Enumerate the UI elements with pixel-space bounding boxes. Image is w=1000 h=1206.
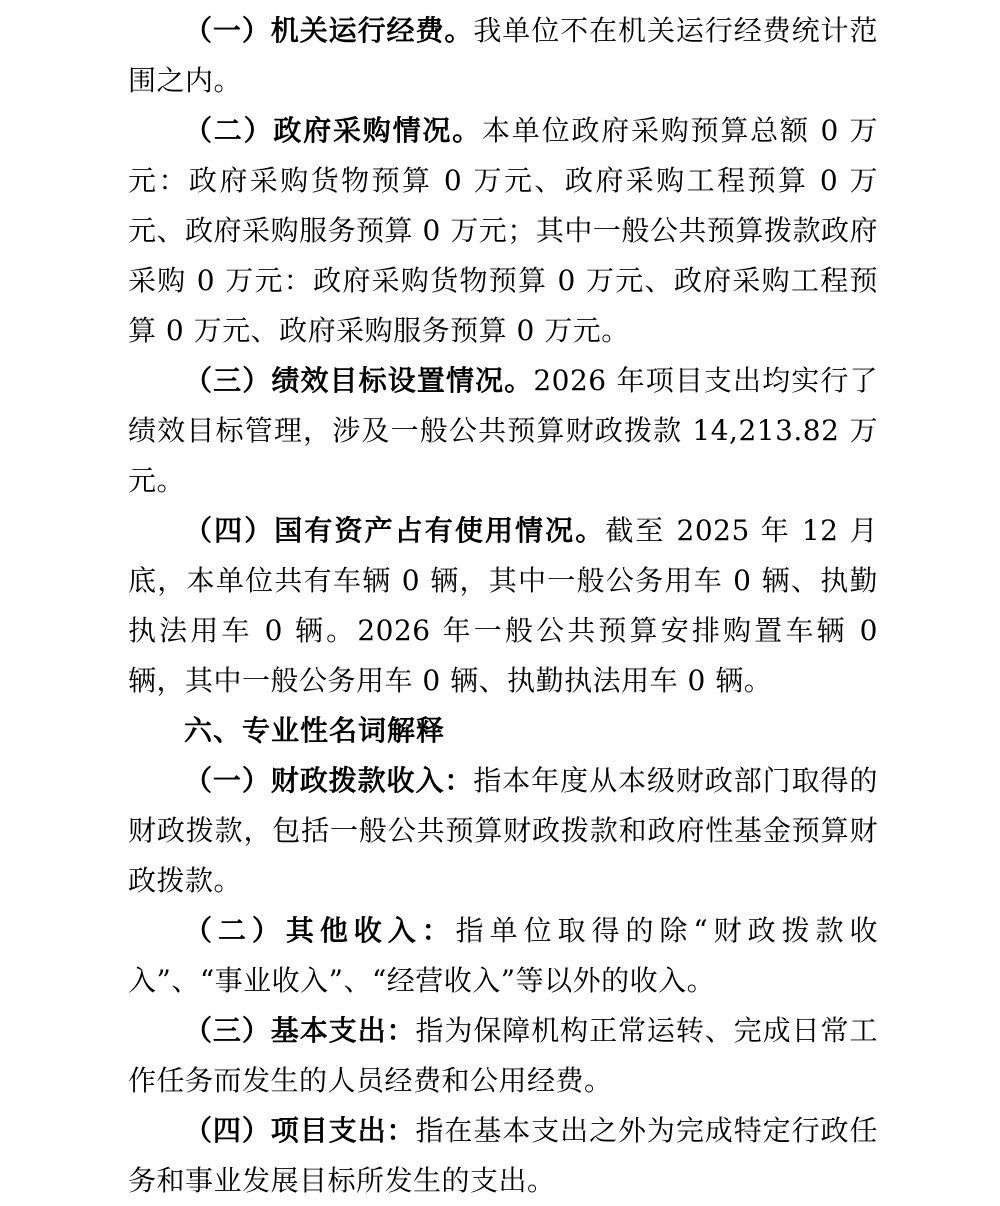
paragraph-lead: （四）项目支出：: [184, 1114, 416, 1147]
paragraph-text: 2026 年项目支出均实行了绩效目标管理，涉及一般公共预算财政拨款 14,213.82 万元。: [128, 364, 878, 497]
paragraph-text: 指单位取得的除“财政拨款收入”、“事业收入”、“经营收入”等以外的收入。: [128, 914, 878, 997]
paragraph-lead: （三）绩效目标设置情况。: [184, 364, 534, 397]
paragraph-text: 截至 2025 年 12 月底，本单位共有车辆 0 辆，其中一般公务用车 0 辆、执勤执法用车 0 辆。2026 年一般公共预算安排购置车辆 0 辆，其中一般公务用车 0 辆、执勤执法用车 0 辆。: [128, 514, 878, 697]
paragraph-lead: （一）财政拨款收入：: [184, 764, 474, 797]
paragraph-text: 指在基本支出之外为完成特定行政任务和事业发展目标所发生的支出。: [128, 1114, 878, 1197]
section-heading-text: 六、专业性名词解释: [184, 714, 446, 747]
paragraph-text: 我单位不在机关运行经费统计范围之内。: [128, 14, 878, 97]
paragraph: [128, 106, 878, 356]
paragraph: [128, 356, 878, 506]
paragraph-lead: （四）国有资产占有使用情况。: [184, 514, 606, 547]
paragraph: [128, 756, 878, 906]
paragraph-lead: （三）基本支出：: [184, 1014, 416, 1047]
paragraph: [128, 6, 878, 106]
paragraph-lead: （二）政府采购情况。: [184, 114, 482, 147]
paragraph: [128, 906, 878, 1006]
paragraph-lead: （一）机关运行经费。: [184, 14, 474, 47]
paragraph-lead: （二）其他收入：: [184, 914, 456, 947]
paragraph-text: 指为保障机构正常运转、完成日常工作任务而发生的人员经费和公用经费。: [128, 1014, 878, 1097]
document-body: [128, 6, 878, 1206]
paragraph-text: 本单位政府采购预算总额 0 万元：政府采购货物预算 0 万元、政府采购工程预算 0 万元、政府采购服务预算 0 万元；其中一般公共预算拨款政府采购 0 万元：政府采购货物预算 0 万元、政府采购工程预算 0 万元、政府采购服务预算 0 万元。: [128, 114, 878, 347]
paragraph: [128, 506, 878, 706]
section-heading: [128, 706, 878, 756]
paragraph-text: 指本年度从本级财政部门取得的财政拨款，包括一般公共预算财政拨款和政府性基金预算财政拨款。: [128, 764, 878, 897]
paragraph: [128, 1006, 878, 1106]
paragraph: [128, 1106, 878, 1206]
